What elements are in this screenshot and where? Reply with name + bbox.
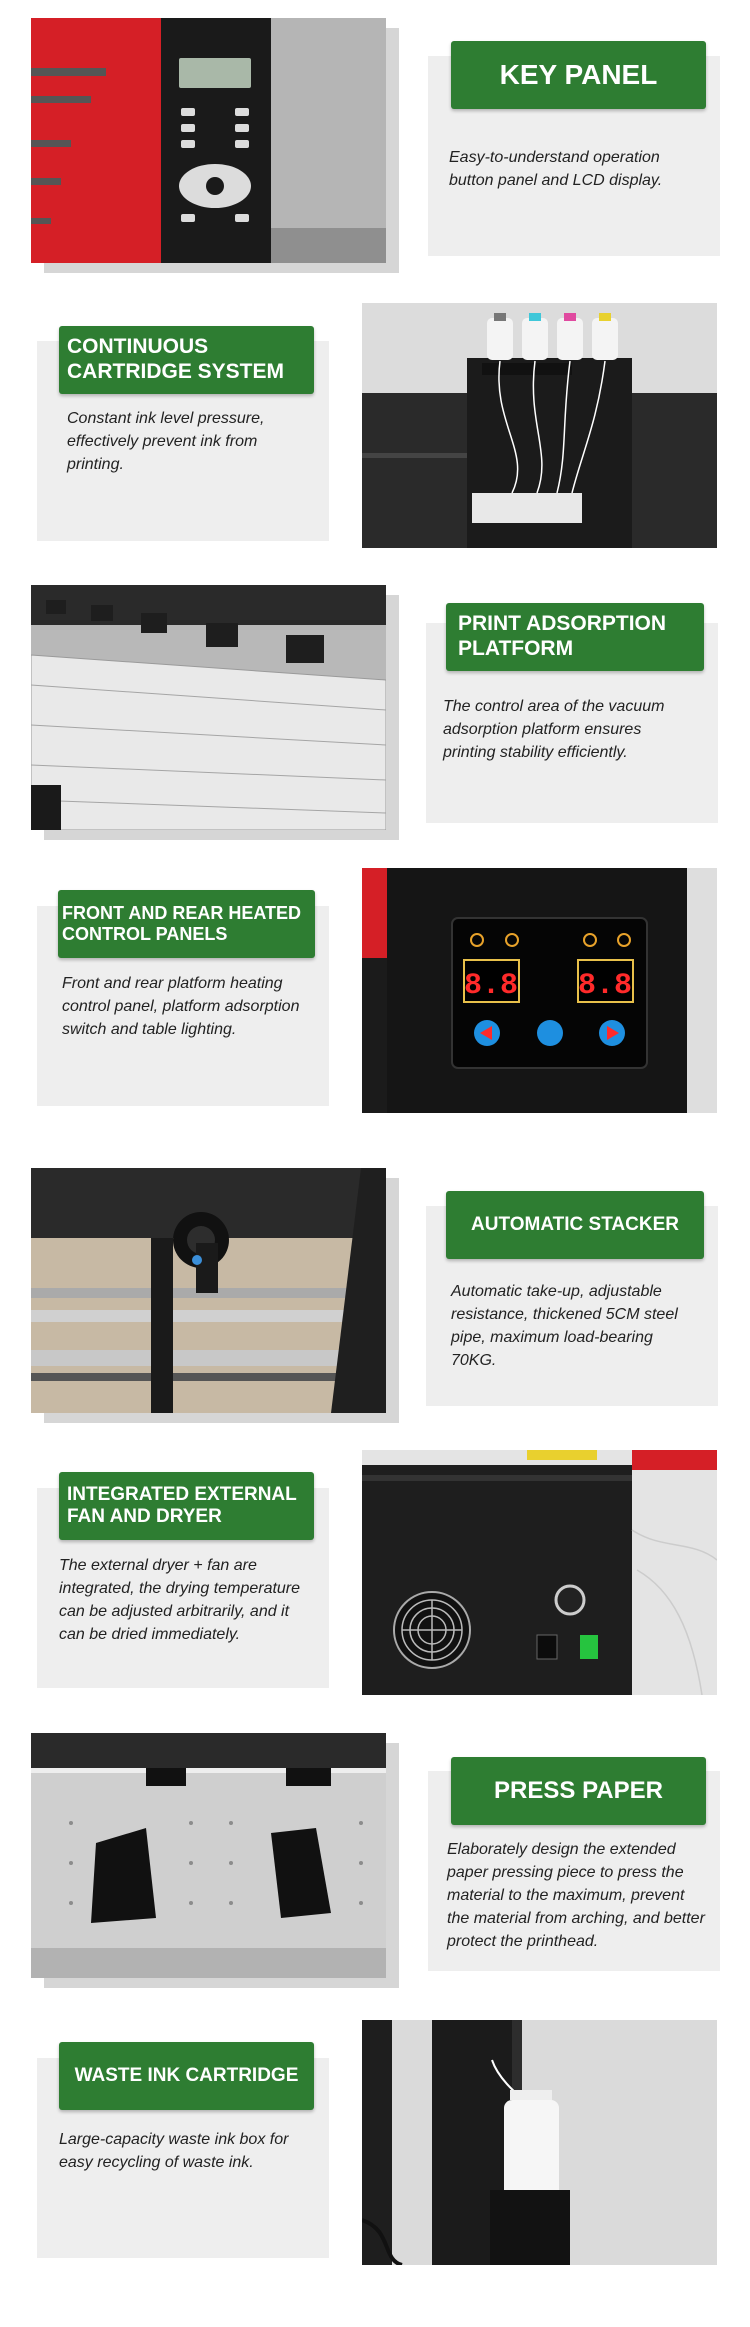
stacker-desc: Automatic take-up, adjustable resistance, thickened 5CM steel pipe, maximum load-bearing 70KG.	[451, 1283, 678, 1369]
press-paper-card	[428, 1771, 720, 1971]
section-waste-ink-cartridge	[0, 2020, 750, 2265]
key-panel-card	[428, 56, 720, 256]
dryer-desc: The external dryer + fan are integrated, the drying temperature can be adjusted arbitrarily, and it can be dried immediately.	[59, 1557, 301, 1643]
platform-card	[426, 612, 718, 823]
stacker-photo	[31, 1168, 386, 1413]
section-adsorption-platform	[0, 585, 750, 830]
cartridge-card	[37, 335, 329, 541]
press-paper-photo	[31, 1733, 386, 1978]
section-fan-and-dryer	[0, 1450, 750, 1695]
stacker-card	[426, 1206, 718, 1406]
section-continuous-cartridge	[0, 303, 750, 548]
stacker-title: AUTOMATIC STACKER	[446, 1191, 704, 1259]
cartridge-photo	[362, 303, 717, 548]
key-panel-title: KEY PANEL	[451, 41, 706, 109]
section-heated-control-panels	[0, 868, 750, 1113]
section-automatic-stacker	[0, 1168, 750, 1413]
key-panel-desc: Easy-to-understand operation button panel and LCD display.	[449, 149, 663, 189]
panel-display-right: 8.8	[577, 969, 633, 1003]
waste-ink-desc: Large-capacity waste ink box for easy recycling of waste ink.	[59, 2131, 289, 2171]
waste-ink-title: WASTE INK CARTRIDGE	[59, 2042, 314, 2110]
section-press-paper	[0, 1733, 750, 1978]
platform-photo	[31, 585, 386, 830]
cartridge-title: CONTINUOUS CARTRIDGE SYSTEM	[59, 326, 314, 394]
dryer-title: INTEGRATED EXTERNAL FAN AND DRYER	[59, 1472, 314, 1540]
key-panel-photo	[31, 18, 386, 263]
heated-desc: Front and rear platform heating control panel, platform adsorption switch and table lighting.	[62, 975, 300, 1038]
waste-ink-photo	[362, 2020, 717, 2265]
waste-ink-card	[37, 2058, 329, 2258]
cartridge-desc: Constant ink level pressure, effectively prevent ink from printing.	[67, 410, 265, 473]
platform-desc: The control area of the vacuum adsorption platform ensures printing stability efficiently.	[443, 698, 665, 761]
panel-display-left: 8.8	[463, 969, 519, 1003]
dryer-card	[37, 1483, 329, 1688]
section-key-panel	[0, 18, 750, 263]
heated-card	[37, 902, 329, 1106]
platform-title: PRINT ADSORPTION PLATFORM	[446, 603, 704, 671]
press-paper-title: PRESS PAPER	[451, 1757, 706, 1825]
dryer-photo	[362, 1450, 717, 1695]
heated-title: FRONT AND REAR HEATED CONTROL PANELS	[58, 890, 315, 958]
press-paper-desc: Elaborately design the extended paper pressing piece to press the material to the maximum, prevent the material from arching, and better protect the printhead.	[447, 1841, 705, 1950]
heated-panel-photo	[362, 868, 717, 1113]
